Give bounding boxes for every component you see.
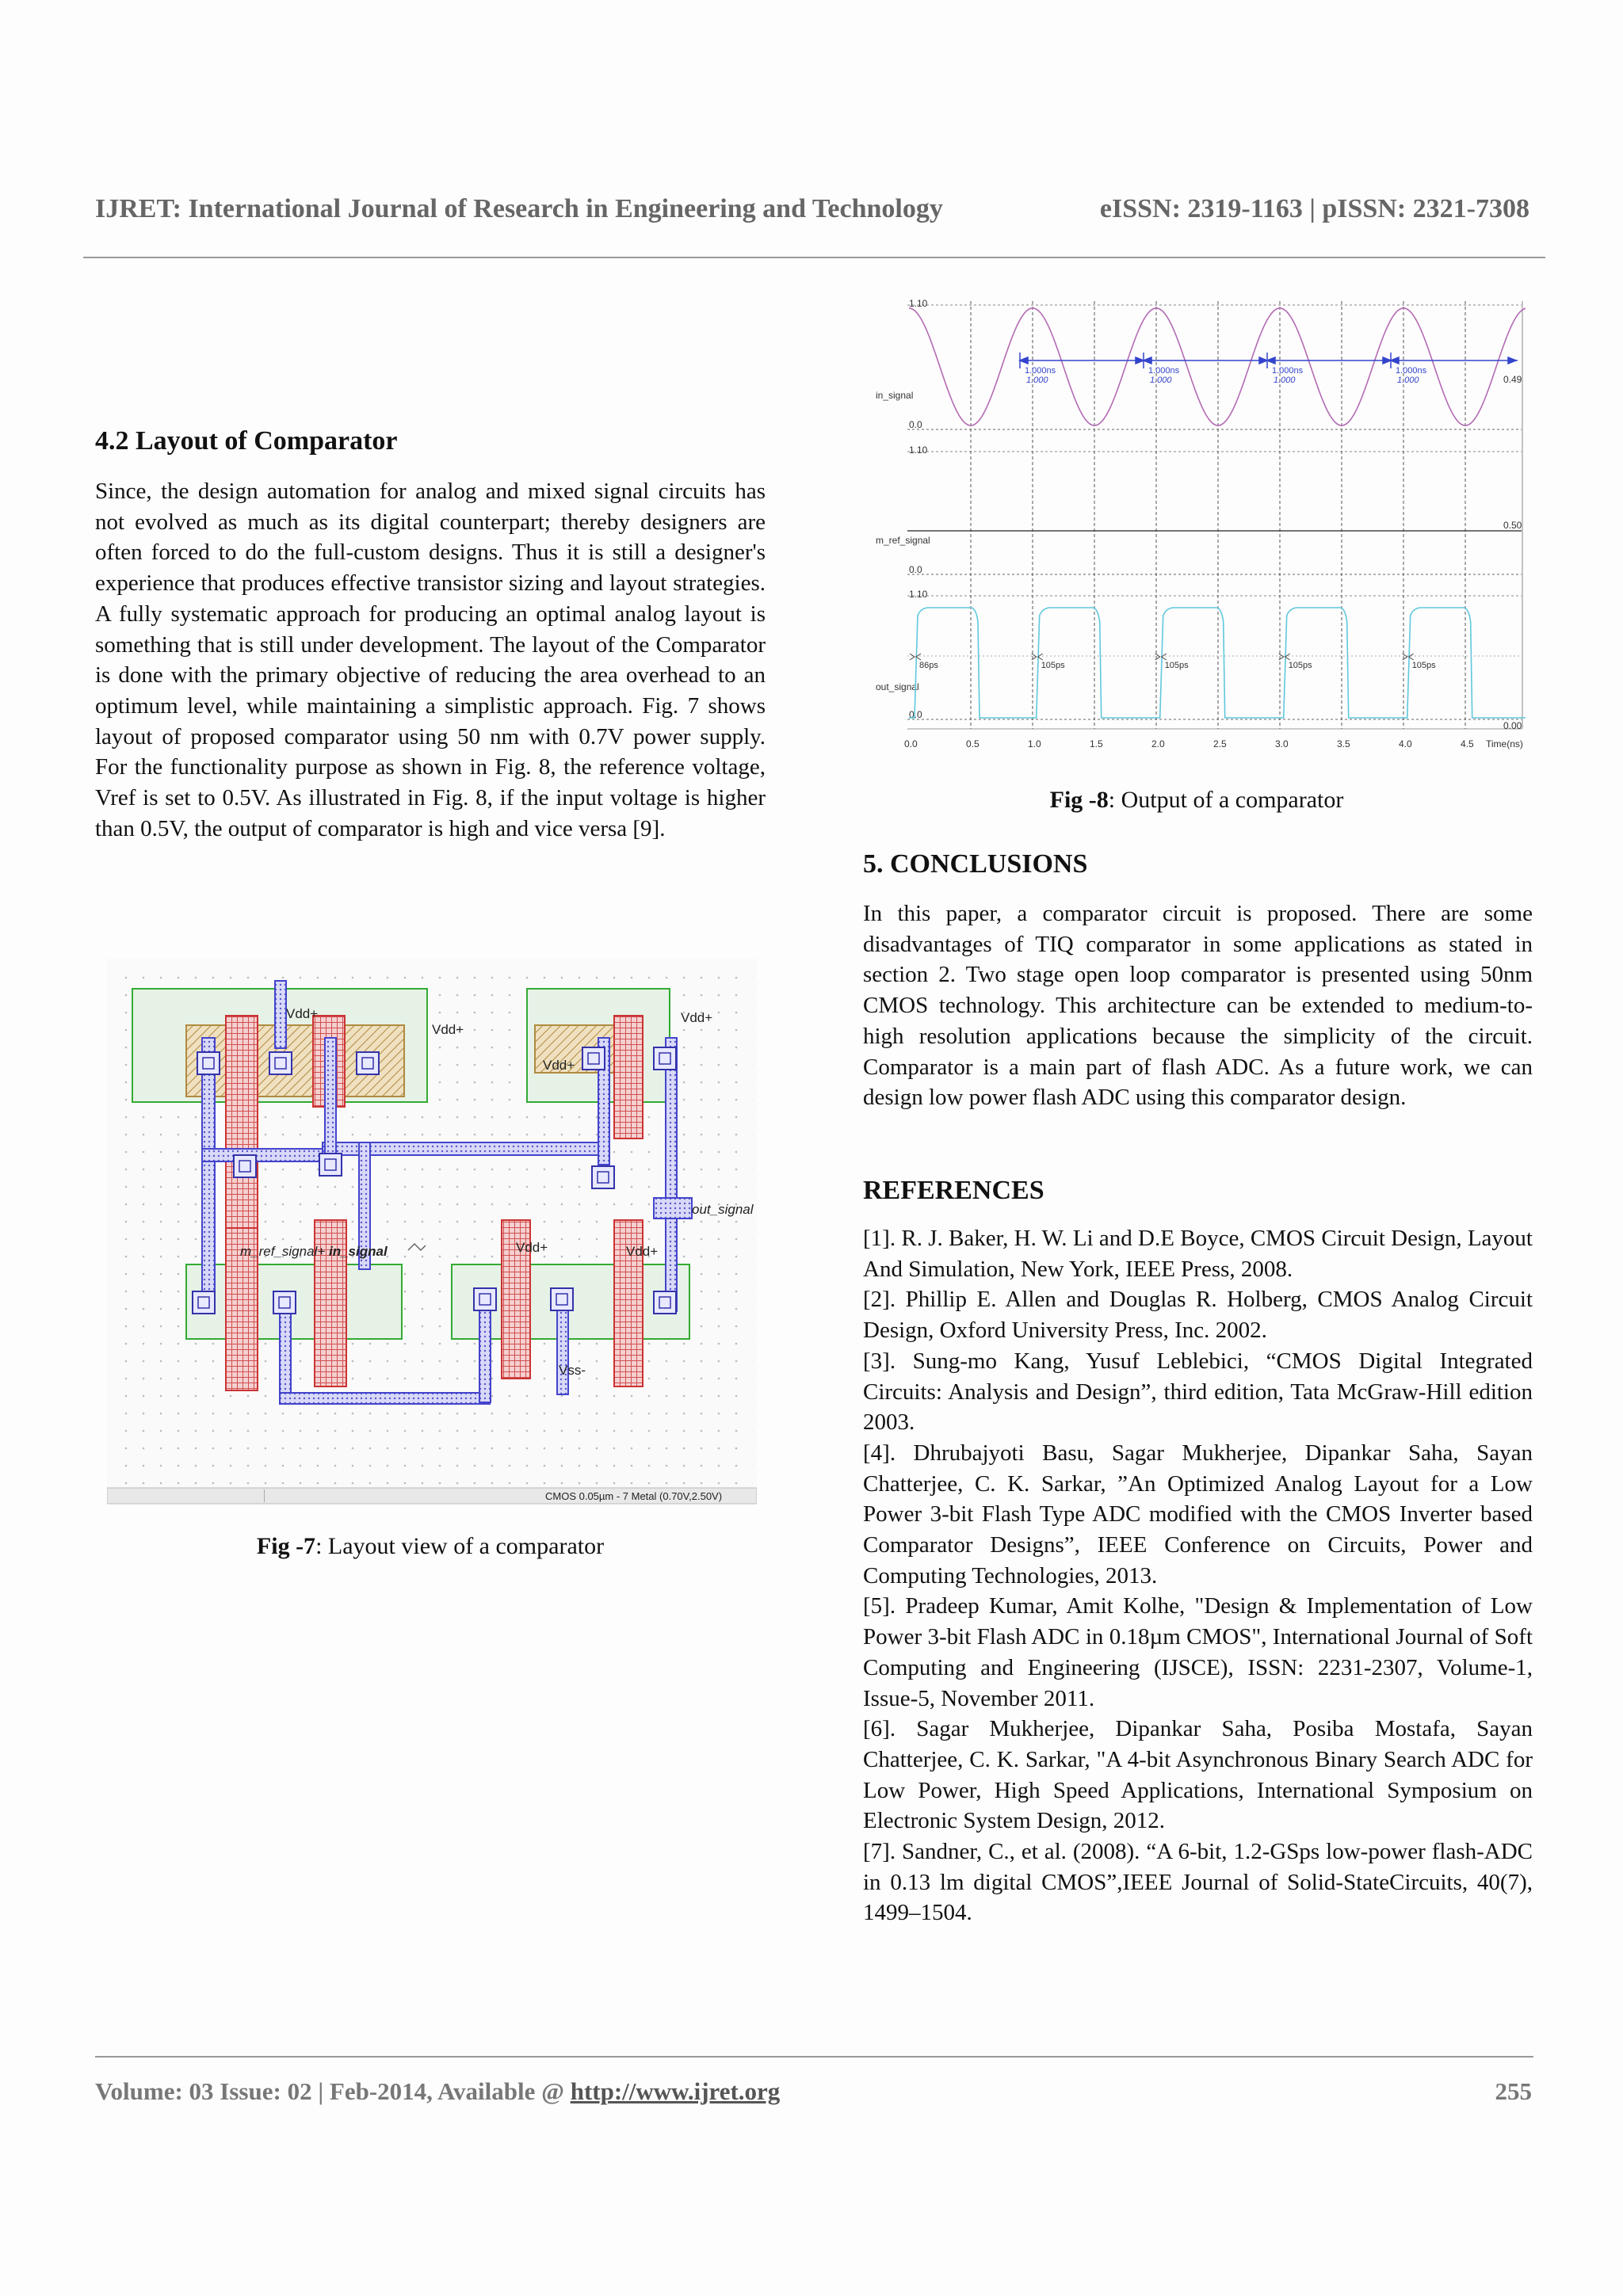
pulse-width-marker <box>1155 654 1167 660</box>
layout-status-bar: CMOS 0.05µm - 7 Metal (0.70V,2.50V) <box>545 1490 723 1502</box>
period-sub: 1.000 <box>1026 376 1048 385</box>
label-m-ref-signal: m_ref_signal+ <box>240 1244 326 1259</box>
level-top: 1.10 <box>909 444 928 456</box>
metal-wire <box>202 1149 329 1161</box>
conclusions-paragraph: In this paper, a comparator circuit is proposed. There are some disadvantages of TIQ comparator in some applications as stated in section 2. Two stage open loop comparator is presented using 50nm CMOS technology. This architecture can be extended to medium-to-high resolution applications because the simplicity of the circuit. Comparator is a main part of flash ADC. As a future work, we can design low power flash ADC using this comparator design. <box>863 901 1533 1111</box>
pulse-width-marker <box>910 654 921 660</box>
period-sub: 1.000 <box>1397 376 1419 385</box>
fig8-caption-text: : Output of a comparator <box>1108 787 1344 813</box>
level-right: 0.49 <box>1503 374 1522 385</box>
pulse-width-label: 86ps <box>919 661 938 670</box>
label-vdd: Vdd+ <box>626 1244 659 1259</box>
x-tick-label: 2.0 <box>1151 738 1165 749</box>
x-tick-label: 3.5 <box>1337 738 1350 749</box>
in-signal-wave <box>909 308 1526 425</box>
metal-wire <box>275 981 286 1048</box>
label-out-signal: out_signal <box>692 1202 754 1217</box>
pulse-width-label: 105ps <box>1041 661 1065 670</box>
label-vdd: Vdd+ <box>286 1006 319 1021</box>
x-tick-label: 1.0 <box>1028 738 1041 749</box>
period-label: 1.000ns <box>1396 366 1427 376</box>
fig7-caption-text: : Layout view of a comparator <box>315 1533 605 1559</box>
reference-item: [7]. Sandner, C., et al. (2008). “A 6-bit, 1.2-GSps low-power flash-ADC in 0.13 lm digital CMOS”,IEEE Journal of Solid-StateCircuits, 40(7), 1499–1504. <box>863 1839 1533 1926</box>
fig7-layout-view <box>107 959 757 1505</box>
level-right: 0.50 <box>1503 520 1522 531</box>
period-sub: 1.000 <box>1150 376 1172 385</box>
x-tick-label: 0.0 <box>904 738 918 749</box>
metal-wire <box>666 1038 677 1311</box>
level-zero: 0.0 <box>909 419 922 430</box>
issn: eISSN: 2319-1163 | pISSN: 2321-7308 <box>1099 194 1529 223</box>
signal-name-mref: m_ref_signal <box>876 535 930 546</box>
label-vdd: Vdd+ <box>543 1058 575 1073</box>
fig8-caption-label: Fig -8 <box>1049 787 1109 813</box>
footer-link[interactable]: http://www.ijret.org <box>570 2077 781 2105</box>
journal-title: IJRET: International Journal of Research in Engineering and Technology <box>95 194 943 223</box>
period-label: 1.000ns <box>1025 366 1056 376</box>
label-in-signal: in_signal <box>329 1244 388 1259</box>
level-top: 1.10 <box>909 298 928 309</box>
layout-paragraph: Since, the design automation for analog and mixed signal circuits has not evolved as much as its digital counterpart; thereby designers are often forced to do the full-custom designs. Thus it is still a designer's experience that produces effective transistor sizing and layout strategies. A fully systematic approach for producing an optimal analog layout is something that is still under development. The layout of the Comparator is done with the primary objective of reducing the area overhead to an optimum level, while maintaining a simplistic approach. Fig. 7 shows layout of proposed comparator using 50 nm with 0.7V power supply. For the functionality purpose as shown in Fig. 8, the reference voltage, Vref is set to 0.5V. As illustrated in Fig. 8, if the input voltage is higher than 0.5V, the output of comparator is high and vice versa [9]. <box>95 479 766 841</box>
level-right: 0.00 <box>1503 720 1522 731</box>
period-sub: 1.000 <box>1274 376 1296 385</box>
pulse-width-label: 105ps <box>1411 661 1436 670</box>
fig8-caption <box>868 787 1526 814</box>
pulse-width-marker <box>1279 654 1290 660</box>
fig7-caption-label: Fig -7 <box>256 1533 316 1559</box>
references-list <box>863 1223 1533 1928</box>
pulse-width-marker <box>1032 654 1043 660</box>
reference-item: [4]. Dhrubajyoti Basu, Sagar Mukherjee, Dipankar Saha, Sayan Chatterjee, C. K. Sarkar, ”An Optimized Analog Layout for a Low Power 3-bit Flash Type ADC modified with the CMOS Inverter based Comparator Designs”, IEEE Conference on Circuits, Power and Computing Technologies, 2013. <box>863 1440 1533 1589</box>
signal-name-out: out_signal <box>876 681 919 692</box>
x-tick-label: 4.0 <box>1399 738 1412 749</box>
page-number: 255 <box>1495 2077 1532 2105</box>
period-label: 1.000ns <box>1272 366 1304 376</box>
level-zero: 0.0 <box>909 709 922 720</box>
x-axis-unit: Time(ns) <box>1486 738 1523 749</box>
fig8-waveforms <box>868 289 1526 769</box>
section-heading-conclusions: 5. CONCLUSIONS <box>863 849 1088 879</box>
pulse-width-label: 105ps <box>1164 661 1189 670</box>
label-vdd: Vdd+ <box>432 1022 464 1037</box>
label-vss: Vss- <box>559 1363 586 1378</box>
header-rule <box>83 257 1545 258</box>
x-tick-label: 3.0 <box>1275 738 1289 749</box>
label-vdd: Vdd+ <box>681 1010 713 1025</box>
level-top: 1.10 <box>909 589 928 600</box>
period-label: 1.000ns <box>1148 366 1180 376</box>
label-vdd: Vdd+ <box>516 1240 548 1255</box>
x-tick-label: 4.5 <box>1461 738 1474 749</box>
fig7-caption <box>95 1533 766 1560</box>
reference-item: [2]. Phillip E. Allen and Douglas R. Holberg, CMOS Analog Circuit Design, Oxford University Press, Inc. 2002. <box>863 1287 1533 1344</box>
metal-wire <box>325 1038 336 1169</box>
level-zero: 0.0 <box>909 564 922 575</box>
metal-wire <box>202 1038 215 1311</box>
metal-wire <box>654 1198 692 1219</box>
poly-gate <box>614 1016 643 1138</box>
signal-name-in: in_signal <box>876 390 914 401</box>
footer-volume <box>95 2077 780 2106</box>
metal-wire <box>280 1393 490 1404</box>
reference-item: [3]. Sung-mo Kang, Yusuf Leblebici, “CMOS Digital Integrated Circuits: Analysis and Design”, third edition, Tata McGraw-Hill edition 2003. <box>863 1348 1533 1436</box>
page-header <box>95 194 1529 224</box>
x-tick-label: 2.5 <box>1213 738 1227 749</box>
x-tick-label: 0.5 <box>966 738 980 749</box>
section-heading-layout: 4.2 Layout of Comparator <box>95 426 398 456</box>
section-heading-references: REFERENCES <box>863 1176 1044 1205</box>
footer-volume-text: Volume: 03 Issue: 02 | Feb-2014, Available @ <box>95 2077 571 2105</box>
x-tick-label: 1.5 <box>1090 738 1103 749</box>
pulse-width-marker <box>1403 654 1414 660</box>
pulse-width-label: 105ps <box>1288 661 1312 670</box>
metal-wire <box>280 1299 291 1402</box>
footer-rule <box>95 2056 1533 2058</box>
reference-item: [1]. R. J. Baker, H. W. Li and D.E Boyce, CMOS Circuit Design, Layout And Simulation, New York, IEEE Press, 2008. <box>863 1226 1533 1282</box>
reference-item: [5]. Pradeep Kumar, Amit Kolhe, "Design & Implementation of Low Power 3-bit Flash ADC in 0.18µm CMOS", International Journal of Soft Computing and Engineering (IJSCE), ISSN: 2231-2307, Volume-1, Issue-5, November 2011. <box>863 1593 1533 1711</box>
reference-item: [6]. Sagar Mukherjee, Dipankar Saha, Posiba Mostafa, Sayan Chatterjee, C. K. Sarkar, "A 4-bit Asynchronous Binary Search ADC for Low Power, High Speed Applications, International Symposium on Electronic System Design, 2012. <box>863 1716 1533 1834</box>
